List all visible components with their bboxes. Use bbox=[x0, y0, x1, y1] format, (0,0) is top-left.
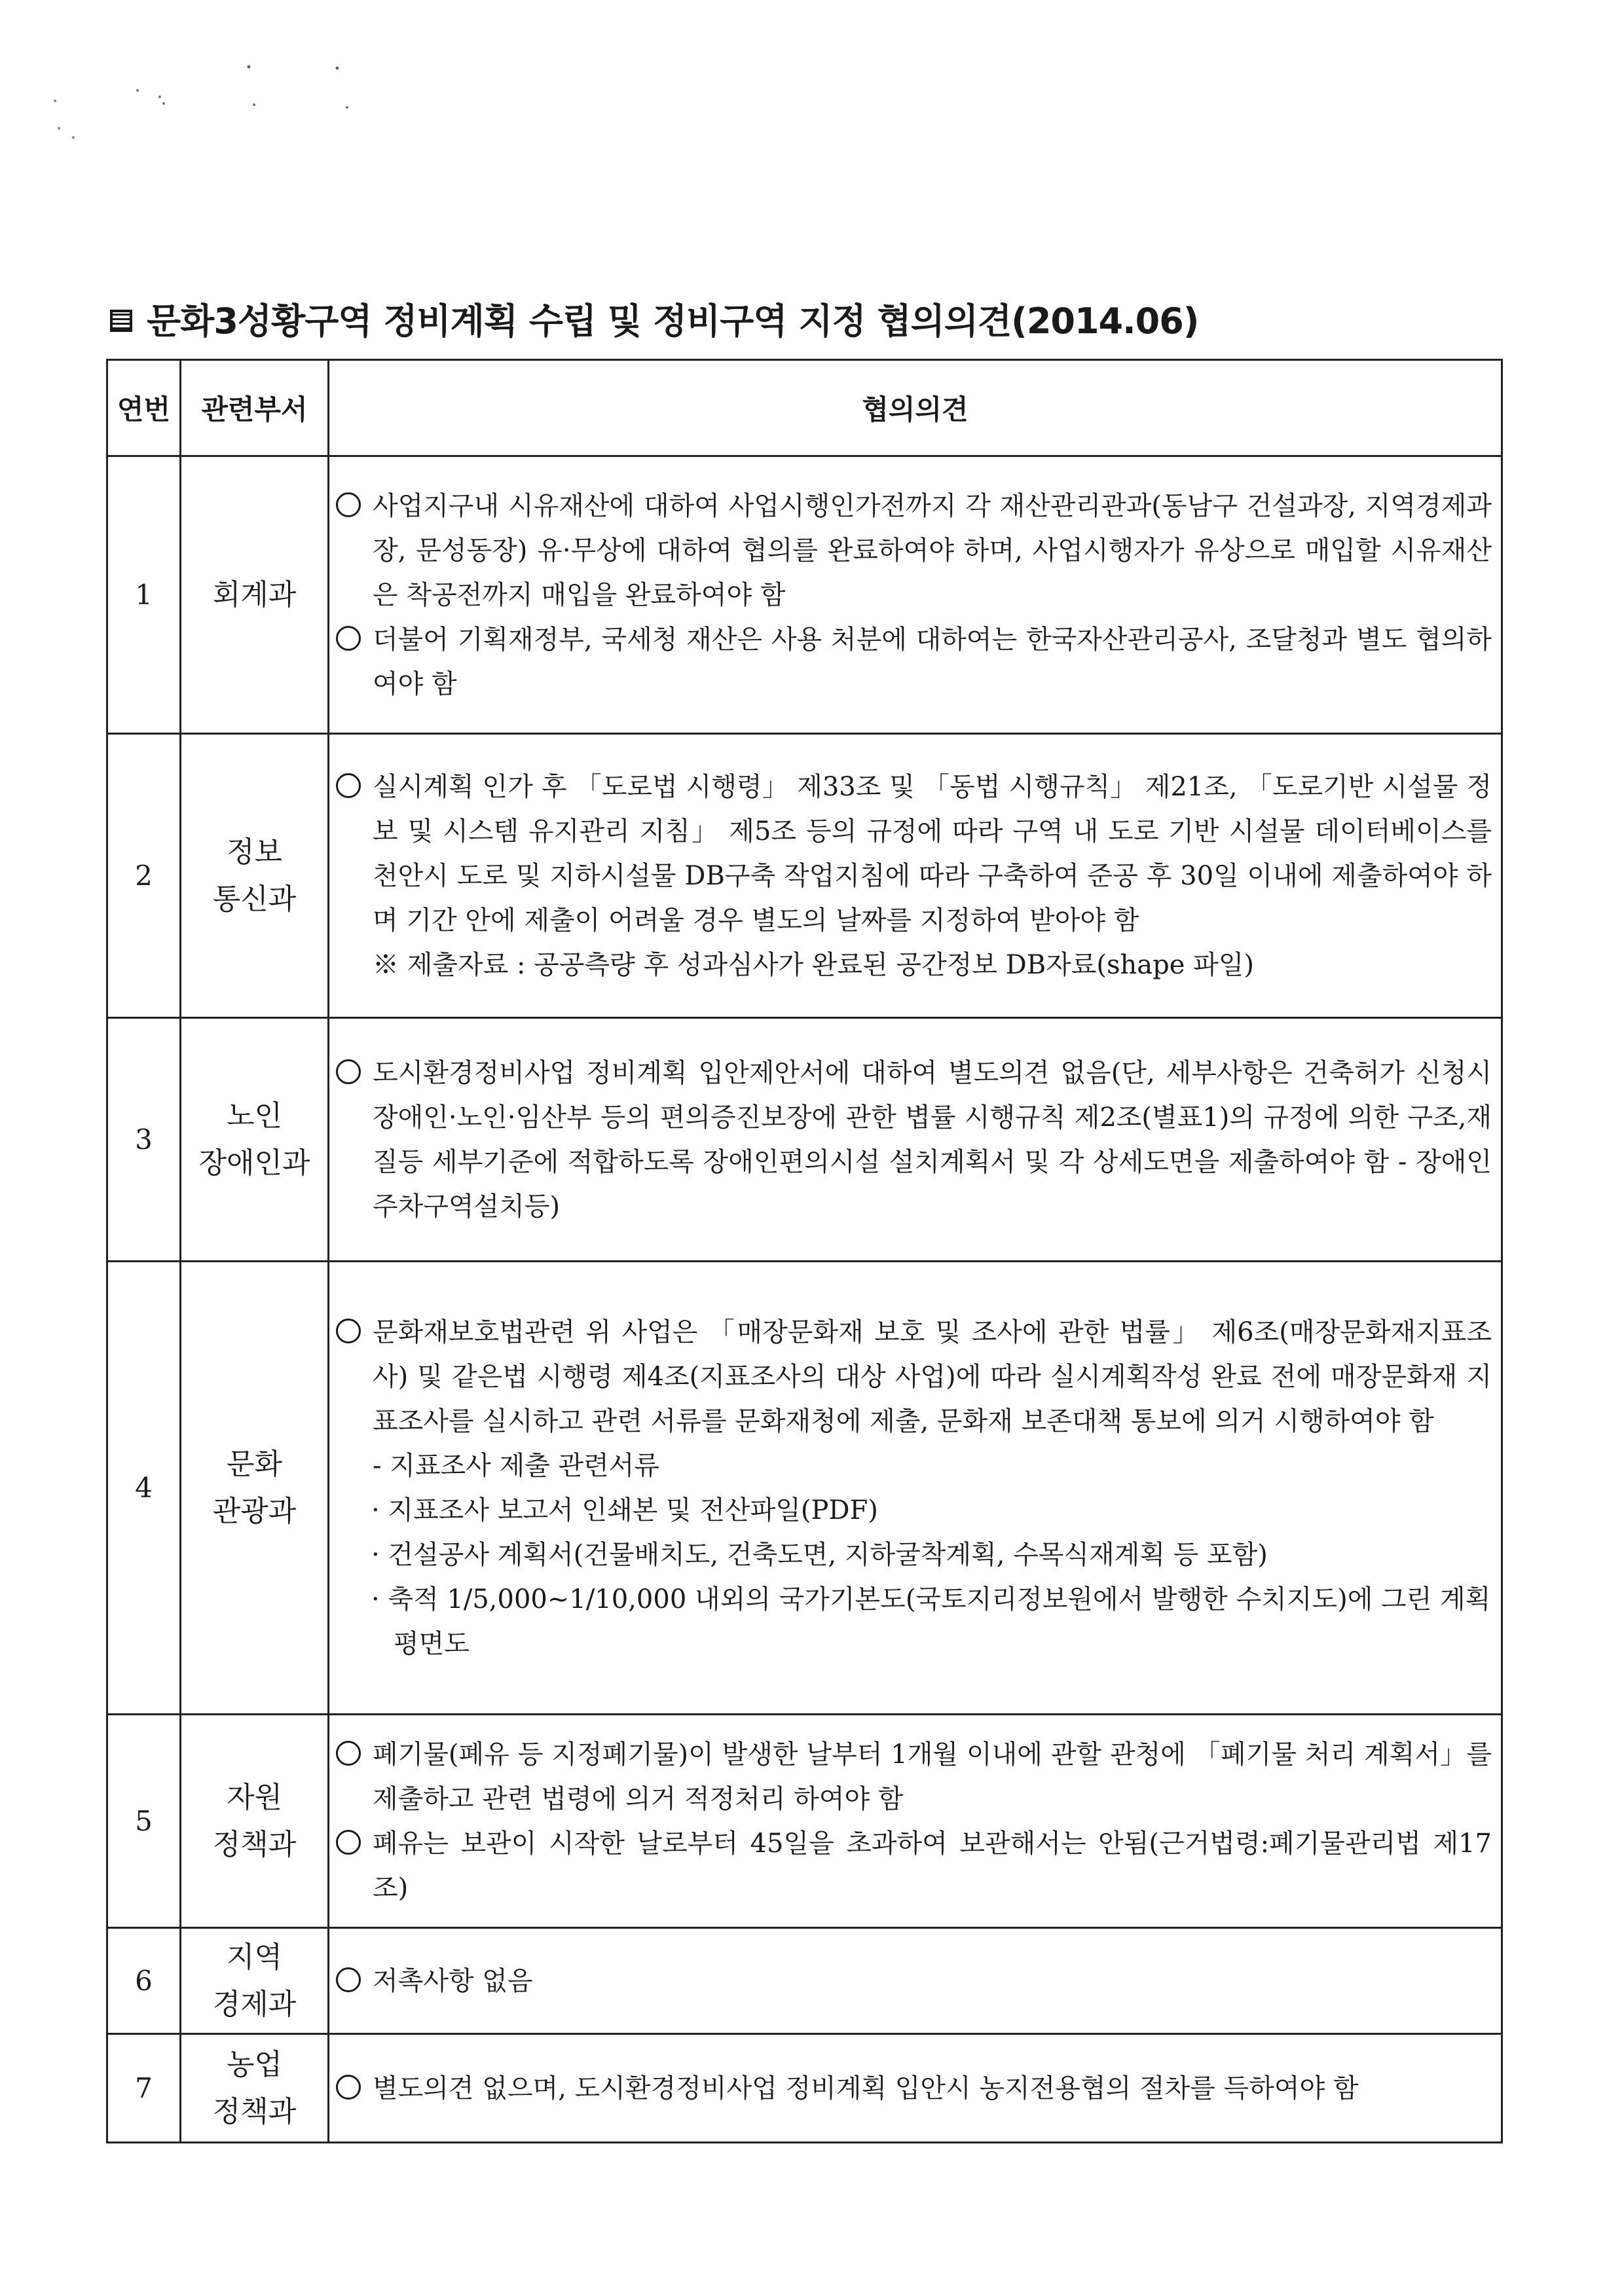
table-row bbox=[107, 1715, 1502, 1928]
circle-bullet-icon bbox=[336, 626, 361, 651]
row-dept: 정보 통신과 bbox=[181, 734, 329, 1018]
circle-bullet-icon bbox=[336, 1059, 361, 1084]
document-title bbox=[110, 293, 1198, 344]
row-no: 6 bbox=[107, 1928, 181, 2034]
opinion-item: 폐기물(폐유 등 지정폐기물)이 발생한 날부터 1개월 이내에 관할 관청에 「폐기물 처리 계획서」를 제출하고 관련 법령에 의거 적정처리 하여야 함 bbox=[336, 1732, 1492, 1821]
row-no: 4 bbox=[107, 1262, 181, 1715]
circle-bullet-icon bbox=[336, 1830, 361, 1855]
circle-bullet-icon bbox=[336, 2075, 361, 2100]
sub-heading: - 지표조사 제출 관련서류 bbox=[373, 1450, 660, 1481]
circle-bullet-icon bbox=[336, 1741, 361, 1766]
row-dept: 문화 관광과 bbox=[181, 1262, 329, 1715]
row-no: 2 bbox=[107, 734, 181, 1018]
opinion-item: 폐유는 보관이 시작한 날로부터 45일을 초과하여 보관해서는 안됨(근거법령:폐기물관리법 제17조) bbox=[336, 1821, 1492, 1910]
circle-bullet-icon bbox=[336, 1319, 361, 1343]
row-no: 5 bbox=[107, 1715, 181, 1928]
header-dept: 관련부서 bbox=[181, 360, 329, 456]
row-opinion bbox=[329, 1262, 1502, 1715]
circle-bullet-icon bbox=[336, 492, 361, 517]
list-item: · 축적 1/5,000~1/10,000 내외의 국가기본도(국토지리정보원에서 발행한 수치지도)에 그린 계획 평면도 bbox=[371, 1584, 1491, 1659]
table-header-row bbox=[107, 360, 1502, 456]
row-opinion bbox=[329, 456, 1502, 734]
table-row bbox=[107, 456, 1502, 734]
header-no: 연번 bbox=[107, 360, 181, 456]
table-row bbox=[107, 1928, 1502, 2034]
opinion-item: 더불어 기획재정부, 국세청 재산은 사용 처분에 대하여는 한국자산관리공사, 조달청과 별도 협의하여야 함 bbox=[336, 617, 1492, 706]
table-row bbox=[107, 1018, 1502, 1262]
title-text: 문화3성황구역 정비계획 수립 및 정비구역 지정 협의의견(2014.06) bbox=[147, 301, 1199, 342]
opinion-item: 실시계획 인가 후 「도로법 시행령」 제33조 및 「동법 시행규칙」 제21조, 「도로기반 시설물 정보 및 시스템 유지관리 지침」 제5조 등의 규정에 따라 구역 내 도로 기반 시설물 데이터베이스를 천안시 도로 및 지하시설물 DB구축 작업지침에 따라 구축하여 준공 후 30일 이내에 제출하여야 하며 기간 안에 제출이 어려울 경우 별도의 날짜를 지정하여 받아야 함 bbox=[336, 765, 1492, 943]
circle-bullet-icon bbox=[336, 1967, 361, 1992]
scan-specks bbox=[39, 39, 380, 157]
row-dept: 자원 정책과 bbox=[181, 1715, 329, 1928]
row-opinion bbox=[329, 1018, 1502, 1262]
opinion-item: 별도의견 없으며, 도시환경정비사업 정비계획 입안시 농지전용협의 절차를 득하여야 함 bbox=[336, 2066, 1492, 2111]
row-no: 1 bbox=[107, 456, 181, 734]
opinion-item: 문화재보호법관련 위 사업은 「매장문화재 보호 및 조사에 관한 법률」 제6조(매장문화재지표조사) 및 같은법 시행령 제4조(지표조사의 대상 사업)에 따라 실시계획작성 완료 전에 매장문화재 지표조사를 실시하고 관련 서류를 문화재청에 제출, 문화재 보존대책 통보에 의거 시행하여야 함 bbox=[336, 1310, 1492, 1444]
header-opinion: 협의의견 bbox=[329, 360, 1502, 456]
opinion-item: 사업지구내 시유재산에 대하여 사업시행인가전까지 각 재산관리관과(동남구 건설과장, 지역경제과장, 문성동장) 유·무상에 대하여 협의를 완료하여야 하며, 사업시행자가 유상으로 매입할 시유재산은 착공전까지 매입을 완료하여야 함 bbox=[336, 484, 1492, 617]
row-dept: 회계과 bbox=[181, 456, 329, 734]
table-row bbox=[107, 2034, 1502, 2143]
row-opinion bbox=[329, 2034, 1502, 2143]
table-row bbox=[107, 734, 1502, 1018]
row-dept: 지역 경제과 bbox=[181, 1928, 329, 2034]
row-dept: 노인 장애인과 bbox=[181, 1018, 329, 1262]
circle-bullet-icon bbox=[336, 773, 361, 798]
opinion-note: ※ 제출자료 : 공공측량 후 성과심사가 완료된 공간정보 DB자료(shape 파일) bbox=[373, 949, 1254, 980]
title-square-icon bbox=[110, 310, 132, 332]
row-dept: 농업 정책과 bbox=[181, 2034, 329, 2143]
opinions-table bbox=[106, 359, 1503, 2143]
row-opinion bbox=[329, 1715, 1502, 1928]
opinion-item: 도시환경정비사업 정비계획 입안제안서에 대하여 별도의견 없음(단, 세부사항은 건축허가 신청시 장애인·노인·임산부 등의 편의증진보장에 관한 볍률 시행규칙 제2조(별표1)의 규정에 의한 구조,재질등 세부기준에 적합하도록 장애인편의시설 설치계획서 및 각 상세도면을 제출하여야 함 - 장애인주차구역설치등) bbox=[336, 1051, 1492, 1229]
row-opinion bbox=[329, 734, 1502, 1018]
row-no: 7 bbox=[107, 2034, 181, 2143]
row-no: 3 bbox=[107, 1018, 181, 1262]
table-row bbox=[107, 1262, 1502, 1715]
list-item: · 지표조사 보고서 인쇄본 및 전산파일(PDF) bbox=[371, 1495, 878, 1525]
row-opinion bbox=[329, 1928, 1502, 2034]
opinion-item: 저촉사항 없음 bbox=[336, 1959, 1492, 2003]
list-item: · 건설공사 계획서(건물배치도, 건축도면, 지하굴착계획, 수목식재계획 등 포함) bbox=[371, 1539, 1268, 1570]
